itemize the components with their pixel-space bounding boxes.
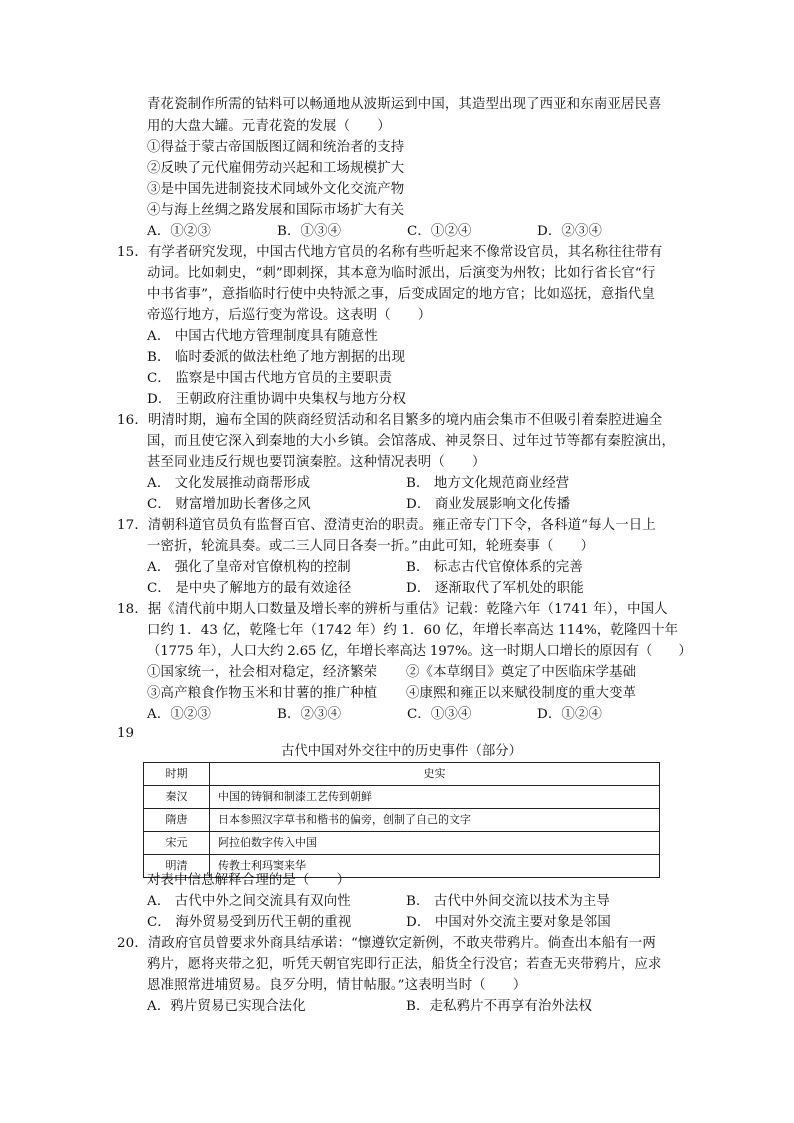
q18-item-3: ③高产粮食作物玉米和甘薯的推广种植 bbox=[147, 686, 378, 701]
q17-option-c[interactable]: C． 是中央了解地方的最有效途径 bbox=[147, 581, 352, 596]
q20-option-a[interactable]: A．鸦片贸易已实现合法化 bbox=[147, 999, 306, 1014]
q19-option-a[interactable]: A． 古代中外之间交流具有双向性 bbox=[147, 894, 351, 909]
q18-options bbox=[147, 705, 667, 725]
q16-stem-line-1: 16．明清时期，遍布全国的陕商经贸活动和名目繁多的境内庙会集市不但吸引着秦腔进遍全 bbox=[117, 413, 663, 428]
q19-option-b[interactable]: B． 古代中外间交流以技术为主导 bbox=[406, 894, 610, 909]
q20-stem-line-1: 20．清政府官员曾要求外商具结承诺：“懔遵钦定新例，不敢夹带鸦片。倘查出本船有一两 bbox=[117, 936, 656, 951]
q14-option-b[interactable]: B．①③④ bbox=[277, 224, 342, 239]
q16-option-d[interactable]: D． 商业发展影响文化传播 bbox=[406, 497, 571, 512]
table-cell-fact: 传教士利玛窦来华 bbox=[210, 855, 660, 878]
q18-option-d[interactable]: D．①②④ bbox=[537, 707, 603, 722]
q14-options bbox=[147, 222, 667, 242]
table-row bbox=[144, 809, 660, 832]
q14-item-2: ②反映了元代雇佣劳动兴起和工场规模扩大 bbox=[147, 161, 405, 176]
q14-item-4: ④与海上丝绸之路发展和国际市场扩大有关 bbox=[147, 203, 405, 218]
q15-option-d[interactable]: D． 王朝政府注重协调中央集权与地方分权 bbox=[147, 392, 407, 407]
q14-item-3: ③是中国先进制瓷技术同域外文化交流产物 bbox=[147, 182, 405, 197]
q16-option-b[interactable]: B． 地方文化规范商业经营 bbox=[406, 476, 570, 491]
q16-option-c[interactable]: C． 财富增加助长奢侈之风 bbox=[147, 497, 311, 512]
table-row bbox=[144, 786, 660, 809]
table-cell-fact: 中国的铸铜和制漆工艺传到朝鲜 bbox=[210, 786, 660, 809]
q15-option-a[interactable]: A． 中国古代地方管理制度具有随意性 bbox=[147, 329, 378, 344]
q18-option-b[interactable]: B．②③④ bbox=[277, 707, 342, 722]
q14-item-1: ①得益于蒙古帝国版图辽阔和统治者的支持 bbox=[147, 140, 405, 155]
q15-stem-line-1: 15．有学者研究发现，中国古代地方官员的名称有些听起来不像常设官员，其名称往往带有 bbox=[117, 245, 663, 260]
q16-stem-line-2: 国，而且使它深入到秦地的大小乡镇。会馆落成、神灵祭日、过年过节等都有秦腔演出， bbox=[147, 434, 676, 449]
table-cell-period: 秦汉 bbox=[144, 786, 210, 809]
q20-option-b[interactable]: B．走私鸦片不再享有治外法权 bbox=[406, 999, 593, 1014]
q15-stem-line-4: 帝巡行地方，后巡行变为常设。这表明（ ） bbox=[147, 308, 432, 323]
q16-stem-line-3: 甚至同业违反行规也要罚演秦腔。这种情况表明（ ） bbox=[147, 455, 486, 470]
q17-option-a[interactable]: A． 强化了皇帝对官僚机构的控制 bbox=[147, 560, 351, 575]
q14-option-d[interactable]: D．②③④ bbox=[537, 224, 603, 239]
q18-item-4: ④康熙和雍正以来赋役制度的重大变革 bbox=[406, 686, 637, 701]
q19-events-table bbox=[143, 762, 660, 878]
q20-stem-line-3: 恩准照常进埔贸易。良歹分明，情甘帖服。”这表明当时（ ） bbox=[147, 978, 527, 993]
q17-option-b[interactable]: B． 标志古代官僚体系的完善 bbox=[406, 560, 583, 575]
column-header-period: 时期 bbox=[144, 763, 210, 786]
table-cell-fact: 日本参照汉字草书和楷书的偏旁，创制了自己的文字 bbox=[210, 809, 660, 832]
q17-stem-line-2: 一密折，轮流具奏。或二三人同日各奏一折。”由此可知，轮班奏事（ ） bbox=[147, 539, 595, 554]
q20-stem-line-2: 鸦片，愿将夹带之犯，听凭天朝官宪即行正法，船货全行没官；若查无夹带鸦片，应求 bbox=[147, 957, 662, 972]
table-header-row bbox=[144, 763, 660, 786]
q19-option-d[interactable]: D． 中国对外交流主要对象是邻国 bbox=[406, 915, 611, 930]
q18-option-c[interactable]: C．①③④ bbox=[407, 707, 472, 722]
q15-stem-line-3: 中书省事”，意指临时行使中央特派之事，后变成固定的地方官；比如巡抚，意指代皇 bbox=[147, 287, 655, 302]
q15-stem-line-2: 动词。比如刺史，“刺”即刺探，其本意为临时派出，后演变为州牧；比如行省长官“行 bbox=[147, 266, 656, 281]
q18-stem-line-1: 18．据《清代前中期人口数量及增长率的辨析与重估》记载：乾隆六年（1741 年），中国人 bbox=[117, 602, 668, 617]
q18-stem-line-3: （1775 年），人口大约 2.65 亿，年增长率高达 197%。这一时期人口增长的原因有（ ） bbox=[147, 644, 692, 659]
table-cell-period: 明清 bbox=[144, 855, 210, 878]
q19-table-title: 古代中国对外交往中的历史事件（部分） bbox=[280, 744, 523, 759]
q18-item-1: ①国家统一，社会相对稳定，经济繁荣 bbox=[147, 665, 378, 680]
q19-option-c[interactable]: C． 海外贸易受到历代王朝的重视 bbox=[147, 915, 352, 930]
q17-stem-line-1: 17．清朝科道官员负有监督百官、澄清吏治的职责。雍正帝专门下令，各科道“每人一日上 bbox=[117, 518, 656, 533]
q15-option-b[interactable]: B． 临时委派的做法杜绝了地方割据的出现 bbox=[147, 350, 406, 365]
q16-option-a[interactable]: A． 文化发展推动商帮形成 bbox=[147, 476, 311, 491]
q14-option-a[interactable]: A．①②③ bbox=[147, 224, 211, 239]
q14-stem-line-1: 青花瓷制作所需的钴料可以畅通地从波斯运到中国，其造型出现了西亚和东南亚居民喜 bbox=[147, 97, 662, 112]
table-cell-fact: 阿拉伯数字传入中国 bbox=[210, 832, 660, 855]
table-cell-period: 宋元 bbox=[144, 832, 210, 855]
q17-option-d[interactable]: D． 逐渐取代了军机处的职能 bbox=[406, 581, 584, 596]
q14-stem-line-2: 用的大盘大罐。元青花瓷的发展（ ） bbox=[147, 119, 391, 134]
table-cell-period: 隋唐 bbox=[144, 809, 210, 832]
q19-number: 19 bbox=[117, 726, 135, 741]
table-row bbox=[144, 832, 660, 855]
q18-option-a[interactable]: A．①②③ bbox=[147, 707, 211, 722]
q15-option-c[interactable]: C． 监察是中国古代地方官员的主要职责 bbox=[147, 371, 392, 386]
q19-stem: 对表中信息解释合理的是（ ） bbox=[147, 873, 351, 888]
column-header-facts: 史实 bbox=[210, 763, 660, 786]
q14-option-c[interactable]: C．①②④ bbox=[407, 224, 472, 239]
q18-item-2: ②《本草纲目》奠定了中医临床学基础 bbox=[406, 665, 637, 680]
q18-stem-line-2: 口约 1．43 亿，乾隆七年（1742 年）约 1．60 亿，年增长率高达 114%，乾隆四十年 bbox=[147, 623, 679, 638]
